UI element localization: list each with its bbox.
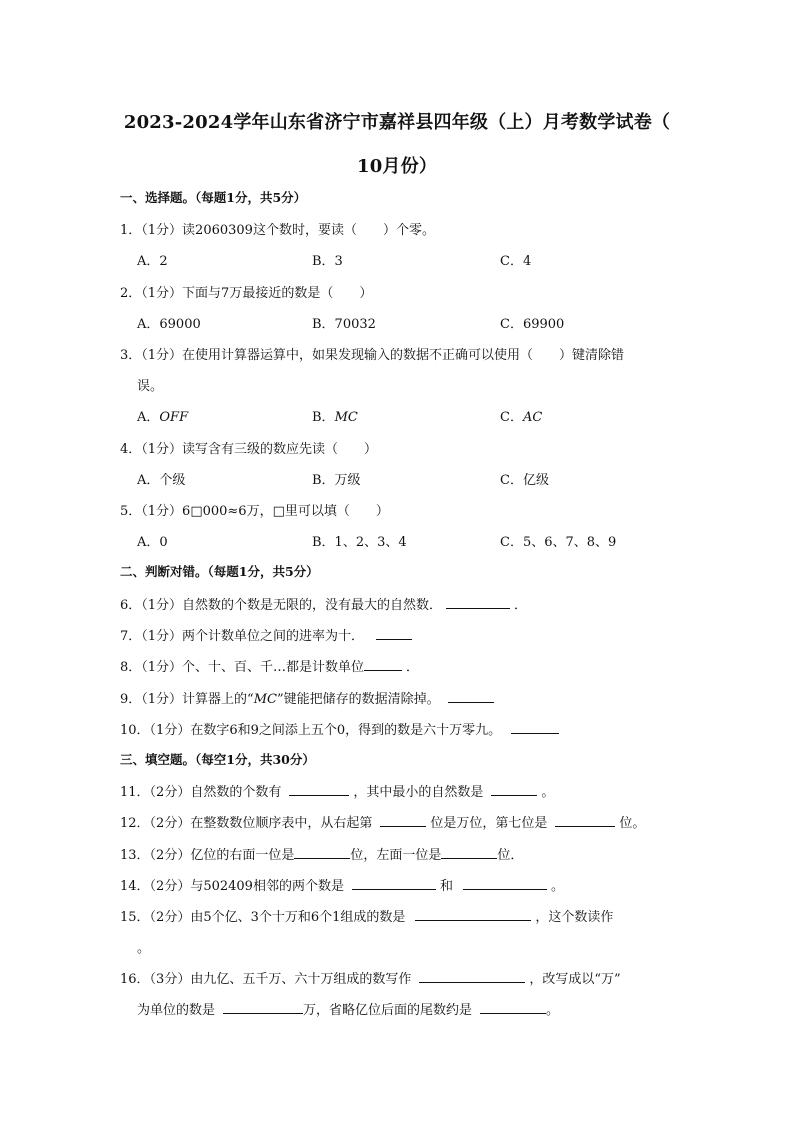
q9-pre: 9．（1分）计算器上的“ (120, 692, 254, 707)
q2-option-a: A．69000 (137, 317, 201, 332)
q5-option-b: B．1、2、3、4 (312, 535, 407, 550)
q1-option-b: B．3 (312, 254, 343, 269)
q10-text: 10．（1分）在数字6和9之间添上五个0，得到的数是六十万零九。 (120, 723, 502, 738)
q16-blank-1[interactable] (419, 970, 525, 983)
q2-option-c: C．69900 (500, 317, 565, 332)
q12-mid: 位是万位，第七位是 (430, 816, 548, 831)
question-1: 1．（1分）读2060309这个数时，要读（ ）个零。 (120, 223, 435, 238)
q15-blank-1[interactable] (415, 908, 531, 921)
question-8 (120, 656, 419, 675)
q14-pre: 14．（2分）与502409相邻的两个数是 (120, 879, 344, 894)
question-15 (120, 906, 613, 925)
question-3-continued: 误。 (137, 379, 164, 394)
q5-option-a: A．0 (137, 535, 168, 550)
question-14 (120, 875, 564, 894)
question-4: 4．（1分）读写含有三级的数应先读（ ） (120, 442, 378, 457)
q15-mid: ，这个数读作 (535, 910, 614, 925)
q11-blank-2[interactable] (491, 783, 537, 796)
q16-blank-2[interactable] (223, 1001, 303, 1014)
question-10 (120, 719, 563, 738)
q12-blank-2[interactable] (555, 814, 615, 827)
q16-blank-3[interactable] (480, 1001, 546, 1014)
q12-end: 位。 (619, 816, 646, 831)
section-heading-fill: 三、填空题。（每空1分，共30分） (120, 752, 315, 767)
q16-end: 。 (546, 1003, 560, 1018)
q14-blank-1[interactable] (352, 877, 436, 890)
q3-option-a-prefix: A． (137, 410, 160, 425)
question-9 (120, 688, 498, 707)
exam-title-line1: 2023-2024学年山东省济宁市嘉祥县四年级（上）月考数学试卷（ (123, 112, 671, 133)
q4-option-a: A．个级 (137, 473, 186, 488)
question-3: 3．（1分）在使用计算器运算中，如果发现输入的数据不正确可以使用（ ）键清除错 (120, 348, 625, 363)
section-heading-choice: 一、选择题。（每题1分，共5分） (120, 190, 307, 205)
q1-option-a: A．2 (137, 254, 168, 269)
q15-pre: 15．（2分）由5个亿、3个十万和6个1组成的数是 (120, 910, 406, 925)
q14-end: 。 (550, 879, 564, 894)
question-12 (120, 812, 645, 831)
q9-post: ”键能把储存的数据清除掉。 (276, 692, 440, 707)
q13-mid: 位，左面一位是 (350, 848, 442, 863)
q11-end: 。 (541, 785, 555, 800)
q11-pre: 11．（2分）自然数的个数有 (120, 785, 282, 800)
q13-pre: 13．（2分）亿位的右面一位是 (120, 848, 295, 863)
q16-mid: ，改写成以“万” (529, 972, 621, 987)
q5-option-c: C．5、6、7、8、9 (500, 535, 617, 550)
q8-end: ． (406, 660, 420, 675)
q16-cont-mid: 万，省略亿位后面的尾数约是 (303, 1003, 473, 1018)
question-13 (120, 844, 523, 863)
q8-text: 8．（1分）个、十、百、千…都是计数单位 (120, 660, 365, 675)
q4-option-b: B．万级 (312, 473, 361, 488)
q9-key: MC (253, 692, 277, 707)
question-5: 5．（1分）6□000≈6万，□里可以填（ ） (120, 504, 389, 519)
q9-answer-blank[interactable] (448, 690, 494, 703)
q14-mid: 和 (439, 879, 453, 894)
q8-answer-blank[interactable] (364, 658, 402, 671)
q7-text: 7．（1分）两个计数单位之间的进率为十． (120, 629, 365, 644)
question-6 (120, 594, 527, 613)
question-2: 2．（1分）下面与7万最接近的数是（ ） (120, 286, 373, 301)
q6-answer-blank[interactable] (446, 596, 510, 609)
q14-blank-2[interactable] (463, 877, 547, 890)
question-16 (120, 968, 621, 987)
question-7 (120, 625, 416, 644)
q13-blank-1[interactable] (294, 846, 350, 859)
exam-title-line2: 10月份） (356, 156, 438, 177)
q13-end: 位． (497, 848, 524, 863)
question-16-continued (137, 999, 559, 1018)
question-11 (120, 781, 554, 800)
section-heading-judge: 二、判断对错。（每题1分，共5分） (120, 564, 319, 579)
q6-end: ． (514, 598, 528, 613)
question-15-continued: 。 (137, 941, 151, 956)
q16-pre: 16．（3分）由九亿、五千万、六十万组成的数写作 (120, 972, 412, 987)
q7-answer-blank[interactable] (376, 627, 412, 640)
q3-option-b (312, 406, 358, 425)
q3-option-a (137, 406, 188, 425)
q3-option-c-prefix: C． (500, 410, 523, 425)
q3-option-b-value: MC (334, 410, 358, 425)
q11-blank-1[interactable] (289, 783, 349, 796)
q1-option-c: C．4 (500, 254, 532, 269)
q16-cont-pre: 为单位的数是 (137, 1003, 216, 1018)
q3-option-a-value: OFF (159, 410, 189, 425)
q6-text: 6．（1分）自然数的个数是无限的，没有最大的自然数． (120, 598, 443, 613)
q3-option-c (500, 406, 542, 425)
q13-blank-2[interactable] (441, 846, 497, 859)
q12-blank-1[interactable] (380, 814, 426, 827)
q11-mid: ，其中最小的自然数是 (353, 785, 484, 800)
q3-option-c-value: AC (522, 410, 543, 425)
q12-pre: 12．（2分）在整数数位顺序表中，从右起第 (120, 816, 373, 831)
q10-answer-blank[interactable] (511, 721, 559, 734)
q2-option-b: B．70032 (312, 317, 376, 332)
q3-option-b-prefix: B． (312, 410, 335, 425)
q4-option-c: C．亿级 (500, 473, 549, 488)
